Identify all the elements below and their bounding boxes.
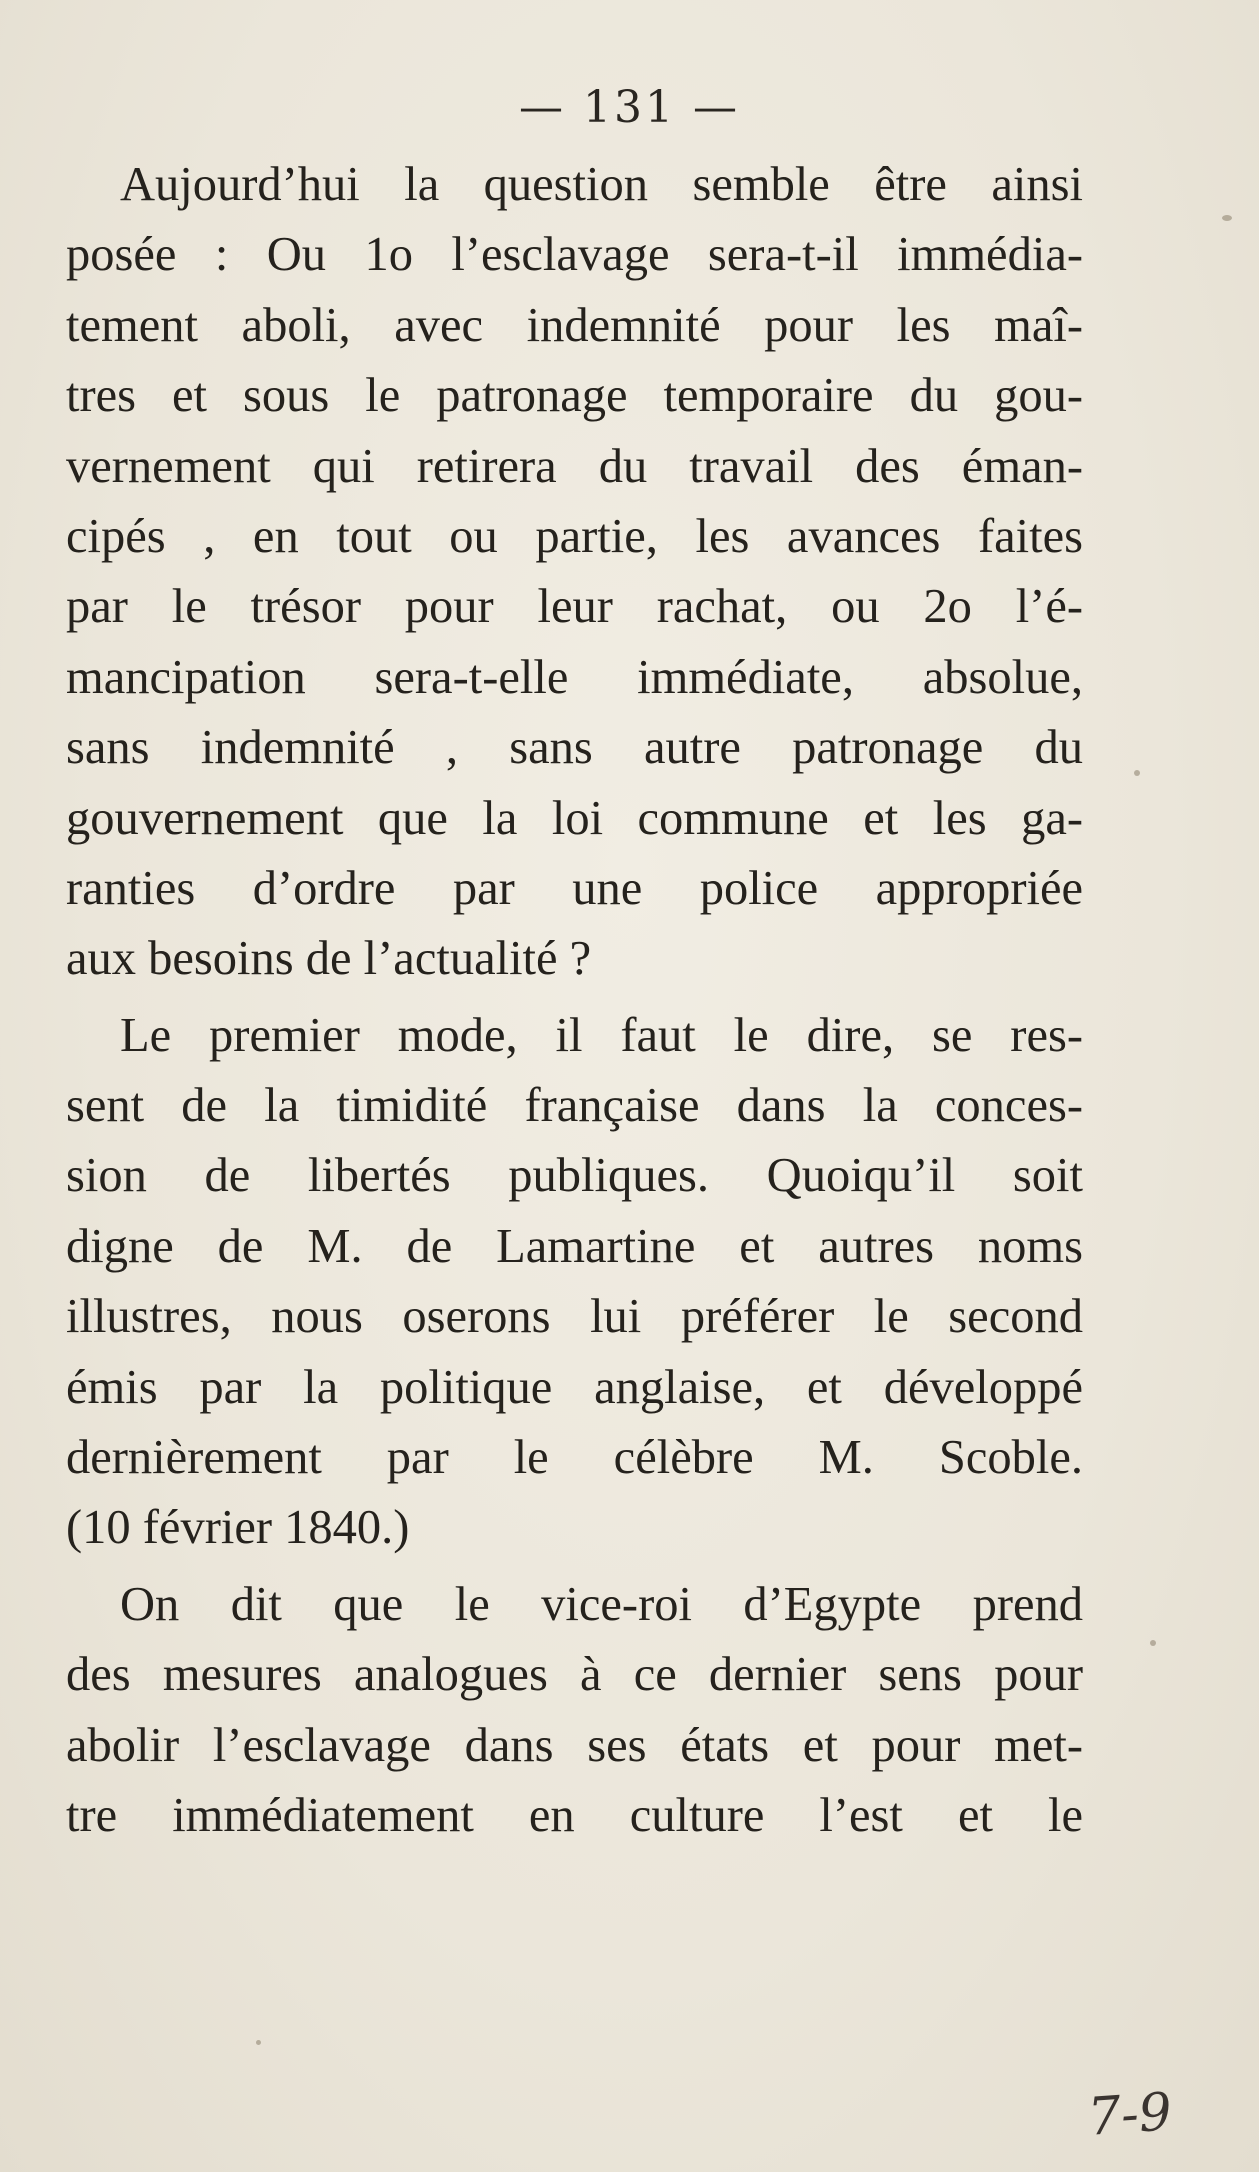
text-line: tre immédiatement en culture l’est et le: [66, 1788, 1083, 1842]
text-line: On dit que le vice-roi d’Egypte prend: [120, 1577, 1083, 1631]
handwritten-note: 7-9: [1086, 2082, 1174, 2148]
text-line: posée : Ou 1o l’esclavage sera-t-il immédia-: [66, 228, 1083, 282]
paragraph-3: [66, 1570, 1083, 1852]
text-line: gouvernement que la loi commune et les ga-: [66, 791, 1083, 845]
text-line: Aujourd’hui la question semble être ainsi: [120, 158, 1083, 211]
paper-speck: [1222, 215, 1232, 221]
paper-speck: [1150, 1640, 1156, 1646]
paragraph-2: [66, 1001, 1083, 1564]
body-text: [66, 150, 1083, 1851]
text-line: ranties d’ordre par une police appropriée: [66, 861, 1083, 915]
text-line: aux besoins de l’actualité ?: [66, 932, 592, 986]
text-line: tement aboli, avec indemnité pour les maî-: [66, 298, 1083, 352]
text-line: (10 février 1840.): [66, 1501, 410, 1555]
text-line: mancipation sera-t-elle immédiate, absolue,: [66, 650, 1083, 704]
text-line: sent de la timidité française dans la conces-: [66, 1079, 1083, 1133]
text-line: sion de libertés publiques. Quoiqu’il soit: [66, 1149, 1083, 1203]
text-line: par le trésor pour leur rachat, ou 2o l’é-: [66, 580, 1083, 634]
text-line: dernièrement par le célèbre M. Scoble.: [66, 1431, 1083, 1485]
text-line: sans indemnité , sans autre patronage du: [66, 721, 1083, 775]
text-line: abolir l’esclavage dans ses états et pour met-: [66, 1718, 1083, 1772]
page-number: — 131 —: [519, 82, 740, 133]
paper-speck: [1134, 770, 1140, 776]
text-line: émis par la politique anglaise, et développé: [66, 1360, 1083, 1414]
text-line: tres et sous le patronage temporaire du gou-: [66, 369, 1083, 423]
text-line: vernement qui retirera du travail des éman-: [66, 439, 1083, 493]
text-line: des mesures analogues à ce dernier sens pour: [66, 1648, 1083, 1702]
text-line: Le premier mode, il faut le dire, se res-: [120, 1008, 1083, 1062]
paper-speck: [256, 2040, 261, 2045]
text-line: cipés , en tout ou partie, les avances faites: [66, 509, 1083, 563]
text-line: digne de M. de Lamartine et autres noms: [66, 1219, 1083, 1273]
text-line: illustres, nous oserons lui préférer le second: [66, 1290, 1083, 1344]
paragraph-1: [66, 150, 1083, 995]
